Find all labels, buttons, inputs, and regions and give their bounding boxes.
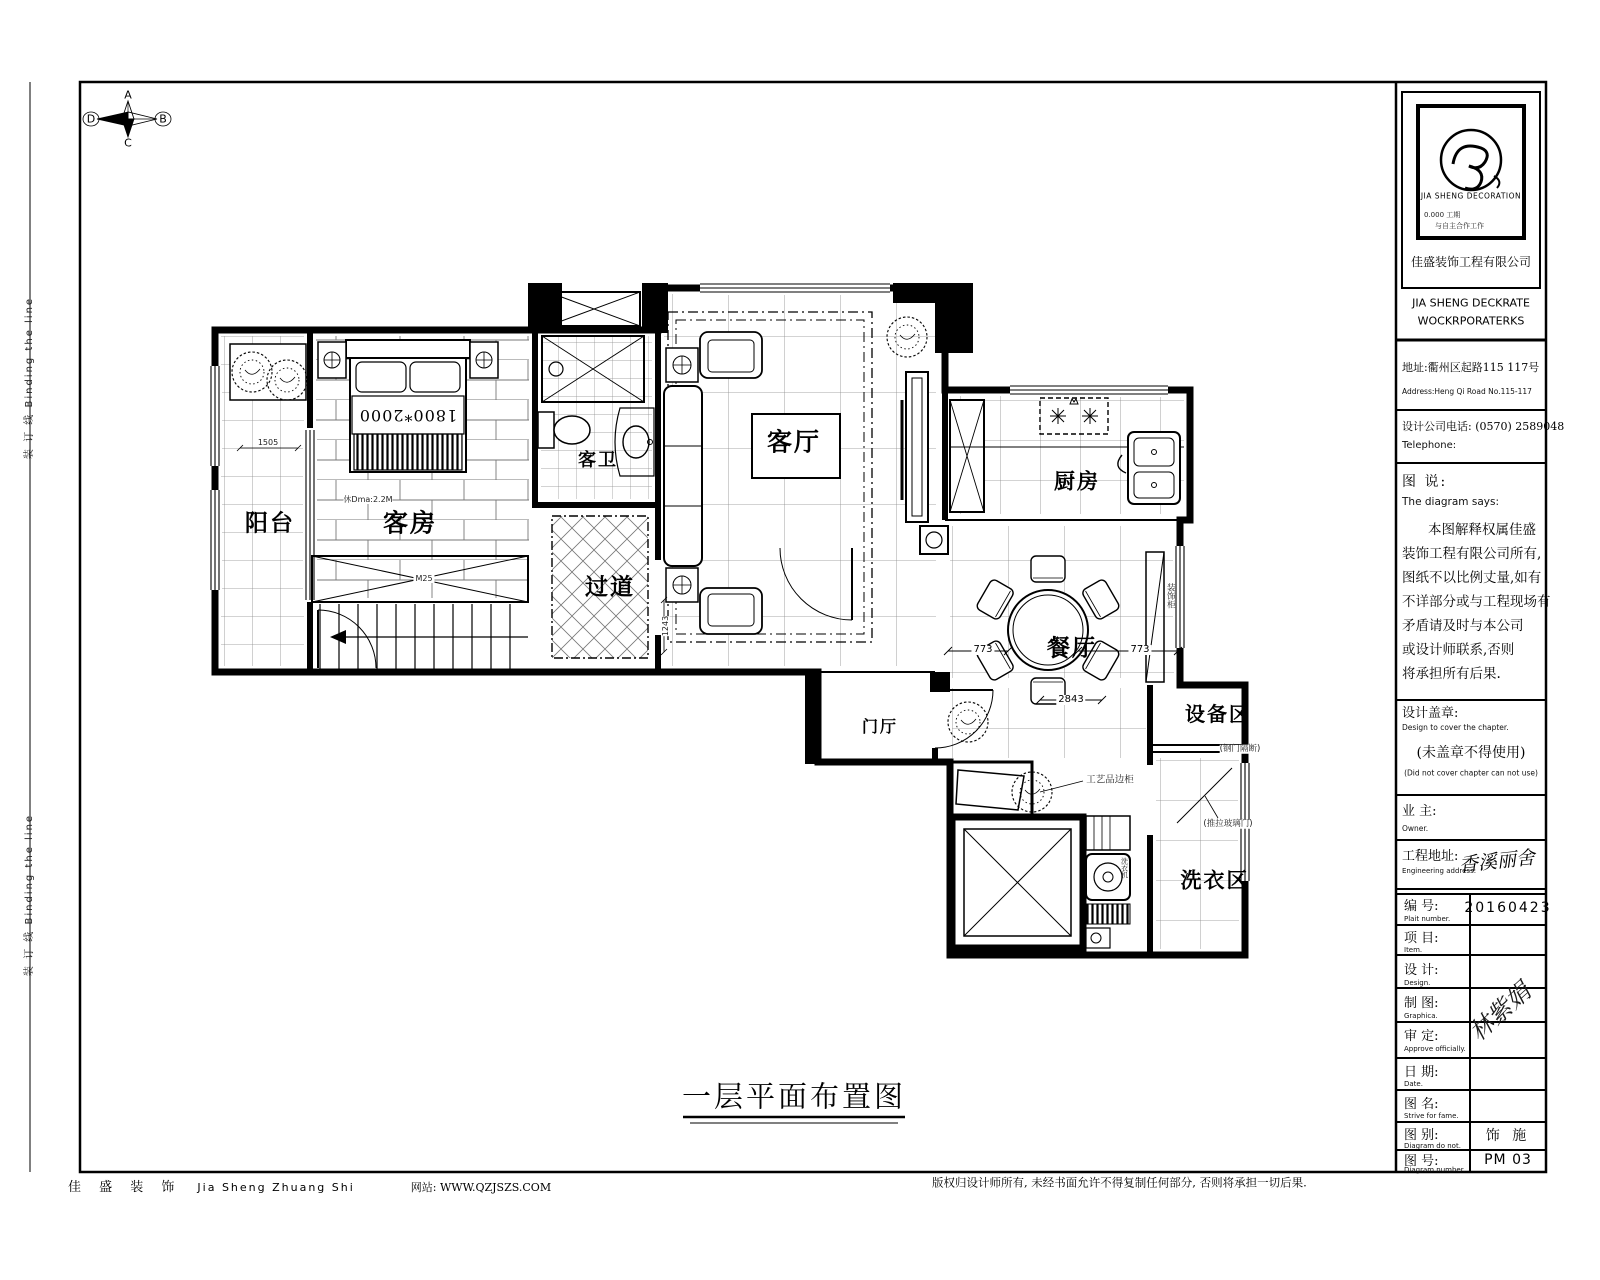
room-label-living: 客厅 xyxy=(766,427,822,457)
room-label-hallway: 过道 xyxy=(585,573,635,601)
diagram-says-line: 将承担所有后果. xyxy=(1402,666,1501,682)
company-name: 佳盛装饰工程有限公司 xyxy=(1410,255,1532,269)
dining-dimension-bottom: 2843 xyxy=(1058,694,1084,705)
row-label-cn: 日 期: xyxy=(1404,1065,1439,1080)
hall-dimension: 1243 xyxy=(661,615,670,637)
row-label-cn: 编 号: xyxy=(1404,899,1439,914)
stamp-note-cn: (未盖章不得使用) xyxy=(1416,745,1526,761)
row-label-en: Design. xyxy=(1404,979,1431,987)
laundry-door-note: (推拉玻璃门) xyxy=(1203,818,1253,829)
row-value: 20160423 xyxy=(1464,900,1552,916)
row-label-en: Diagram number. xyxy=(1404,1166,1466,1174)
row-value: 饰 施 xyxy=(1485,1128,1531,1144)
row-label-en: Graphica. xyxy=(1404,1012,1438,1020)
row-label-en: Strive for fame. xyxy=(1404,1112,1459,1120)
company-phone-en: Telephone: xyxy=(1402,440,1457,451)
row-label-cn: 图 别: xyxy=(1404,1128,1439,1143)
footer-company-cn: 佳 盛 装 饰 xyxy=(68,1180,182,1195)
guest-room-note: 休Dma:2.2M xyxy=(343,495,393,504)
compass-west-label: D xyxy=(86,112,96,126)
row-label-cn: 设 计: xyxy=(1404,963,1439,978)
stamp-title-en: Design to cover the chapter. xyxy=(1402,723,1509,732)
compass-north-label: A xyxy=(124,88,132,102)
fridge xyxy=(950,400,984,512)
room-label-balcony: 阳台 xyxy=(245,509,295,537)
stamp-title-cn: 设计盖章: xyxy=(1402,706,1459,721)
diagram-says-line: 不详部分或与工程现场有 xyxy=(1402,594,1551,610)
company-name-en-1: JIA SHENG DECKRATE xyxy=(1412,296,1530,310)
row-value: PM 03 xyxy=(1484,1152,1532,1168)
row-label-cn: 制 图: xyxy=(1404,996,1439,1011)
stamp-note-en: (Did not cover chapter can not use) xyxy=(1404,768,1538,778)
owner-label-en: Owner. xyxy=(1402,824,1429,833)
diagram-says-title-cn: 图 说: xyxy=(1402,474,1448,490)
eng-address-label-en: Engineering address: xyxy=(1402,867,1477,875)
logo-subtext-1: 0.000 工期 xyxy=(1424,211,1461,219)
side-cabinet-note: 工艺品边柜 xyxy=(1086,774,1134,786)
equipment-door-note: (钢门隔断) xyxy=(1219,743,1261,754)
row-label-cn: 图 名: xyxy=(1404,1097,1439,1112)
room-label-kitchen: 厨房 xyxy=(1054,468,1100,494)
company-address-en: Address:Heng Qi Road No.115-117 xyxy=(1402,387,1532,396)
row-label-cn: 图 号: xyxy=(1404,1154,1439,1169)
washing-machine xyxy=(1086,816,1130,948)
room-label-foyer: 门厅 xyxy=(861,717,899,736)
row-label-en: Diagram do not. xyxy=(1404,1142,1461,1150)
eng-address-value: 香溪丽舍 xyxy=(1457,846,1536,877)
footer-left xyxy=(68,1176,551,1195)
company-name-en-2: WOCKRPORATERKS xyxy=(1417,314,1525,328)
room-label-guest-bath: 客卫 xyxy=(578,450,618,471)
row-label-en: Date. xyxy=(1404,1080,1423,1088)
compass-south-label: C xyxy=(124,136,132,150)
compass-icon xyxy=(83,101,171,137)
diagram-says-line: 装饰工程有限公司所有, xyxy=(1402,546,1542,562)
eng-address-label-cn: 工程地址: xyxy=(1402,849,1459,864)
diagram-says-line: 矛盾请及时与本公司 xyxy=(1402,618,1524,634)
room-label-laundry: 洗衣区 xyxy=(1180,867,1250,893)
compass-east-label: B xyxy=(159,112,167,126)
owner-label-cn: 业 主: xyxy=(1402,804,1437,819)
company-phone-cn: 设计公司电话: (0570) 2589048 xyxy=(1402,420,1565,433)
kitchen-sink xyxy=(1118,432,1180,504)
diagram-says-line: 本图解释权属佳盛 xyxy=(1428,522,1536,538)
room-label-equipment: 设备区 xyxy=(1185,702,1251,726)
stove-icon xyxy=(920,526,948,554)
bed-dimension: 1800*2000 xyxy=(358,406,458,425)
stairs xyxy=(318,604,528,670)
logo-brand-text: JIA SHENG DECORATION xyxy=(1420,191,1522,201)
row-label-en: Plait number. xyxy=(1404,915,1451,923)
dining-dimension-right: 773 xyxy=(1130,644,1150,655)
room-label-dining: 餐厅 xyxy=(1047,634,1097,662)
planter xyxy=(230,344,306,400)
diagram-says-title-en: The diagram says: xyxy=(1402,496,1499,508)
balcony-dimension: 1505 xyxy=(257,438,279,447)
elevator xyxy=(964,829,1071,936)
diagram-says-line: 或设计师联系,否则 xyxy=(1402,642,1515,658)
row-label-en: Item. xyxy=(1404,946,1423,954)
graphics-signature: 林紫娟 xyxy=(1463,977,1537,1047)
binding-line-label: 装 订 线 Binding the line xyxy=(24,296,35,460)
dining-dimension-left: 773 xyxy=(973,644,993,655)
washer-note: 洗衣机 xyxy=(1120,857,1129,879)
binding-line-label: 装 订 线 Binding the line xyxy=(24,813,35,977)
room-label-guest-room: 客房 xyxy=(382,508,438,538)
row-label-en: Approve officially. xyxy=(1404,1045,1466,1053)
wardrobe-dimension: M25 xyxy=(415,574,433,583)
drawing-title: 一层平面布置图 xyxy=(681,1079,907,1114)
diagram-says-line: 图纸不以比例丈量,如有 xyxy=(1402,570,1542,586)
logo-subtext-2: 与自主合作工作 xyxy=(1435,222,1484,230)
row-label-cn: 项 目: xyxy=(1404,931,1439,946)
company-address-cn: 地址:衢州区起路115 117号 xyxy=(1402,361,1540,374)
footer-copyright: 版权归设计师所有, 未经书面允许不得复制任何部分, 否则将承担一切后果. xyxy=(932,1175,1307,1190)
deco-cabinet-note: 装饰柜 xyxy=(1165,583,1176,609)
tv-cabinet xyxy=(902,372,928,522)
row-label-cn: 审 定: xyxy=(1404,1029,1439,1044)
footer-company-pinyin: Jia Sheng Zhuang Shi xyxy=(197,1181,355,1194)
footer-website: 网站: WWW.QZJSZS.COM xyxy=(410,1181,552,1194)
